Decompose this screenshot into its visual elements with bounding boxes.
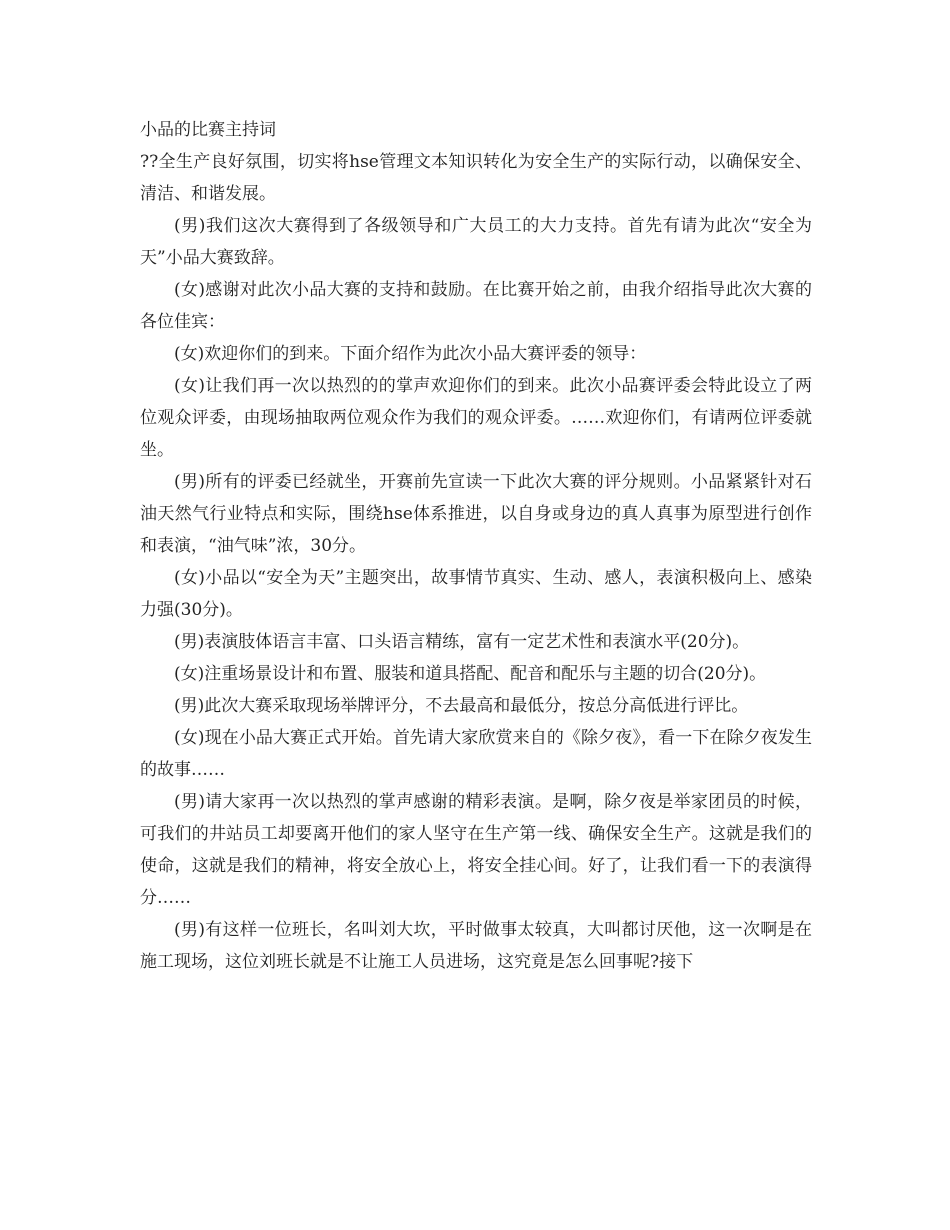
- document-title: 小品的比赛主持词: [140, 120, 276, 140]
- document-body: [140, 114, 812, 978]
- paragraph: (女)欢迎你们的到来。下面介绍作为此次小品大赛评委的领导：: [174, 344, 647, 364]
- paragraph: (女)现在小品大赛正式开始。首先请大家欣赏来自的《除夕夜》，看一下在除夕夜发生的故事……: [140, 728, 812, 780]
- paragraph: (女)让我们再一次以热烈的的掌声欢迎你们的到来。此次小品赛评委会特此设立了两位观众评委，由现场抽取两位观众作为我们的观众评委。……欢迎你们，有请两位评委就坐。: [140, 376, 812, 460]
- paragraph: (女)感谢对此次小品大赛的支持和鼓励。在比赛开始之前，由我介绍指导此次大赛的各位佳宾：: [140, 280, 812, 332]
- paragraph: (女)小品以“安全为天”主题突出，故事情节真实、生动、感人，表演积极向上、感染力强(30分)。: [140, 568, 812, 620]
- paragraph: (男)请大家再一次以热烈的掌声感谢的精彩表演。是啊，除夕夜是举家团员的时候，可我们的井站员工却要离开他们的家人坚守在生产第一线、确保安全生产。这就是我们的使命，这就是我们的精神，将安全放心上，将安全挂心间。好了，让我们看一下的表演得分……: [140, 792, 812, 908]
- paragraph: (男)有这样一位班长，名叫刘大坎，平时做事太较真，大叫都讨厌他，这一次啊是在施工现场，这位刘班长就是不让施工人员进场，这究竟是怎么回事呢?接下: [140, 920, 812, 972]
- paragraph: (男)表演肢体语言丰富、口头语言精练，富有一定艺术性和表演水平(20分)。: [174, 632, 750, 652]
- paragraph: (女)注重场景设计和布置、服装和道具搭配、配音和配乐与主题的切合(20分)。: [174, 664, 767, 684]
- paragraph-list: [140, 146, 812, 978]
- paragraph: (男)所有的评委已经就坐，开赛前先宣读一下此次大赛的评分规则。小品紧紧针对石油天然气行业特点和实际，围绕hse体系推进，以自身或身边的真人真事为原型进行创作和表演，“油气味”浓，30分。: [140, 472, 812, 556]
- paragraph: (男)此次大赛采取现场举牌评分，不去最高和最低分，按总分高低进行评比。: [174, 696, 749, 716]
- paragraph: ??全生产良好氛围，切实将hse管理文本知识转化为安全生产的实际行动，以确保安全、清洁、和谐发展。: [140, 152, 812, 204]
- paragraph: (男)我们这次大赛得到了各级领导和广大员工的大力支持。首先有请为此次“安全为天”小品大赛致辞。: [140, 216, 812, 268]
